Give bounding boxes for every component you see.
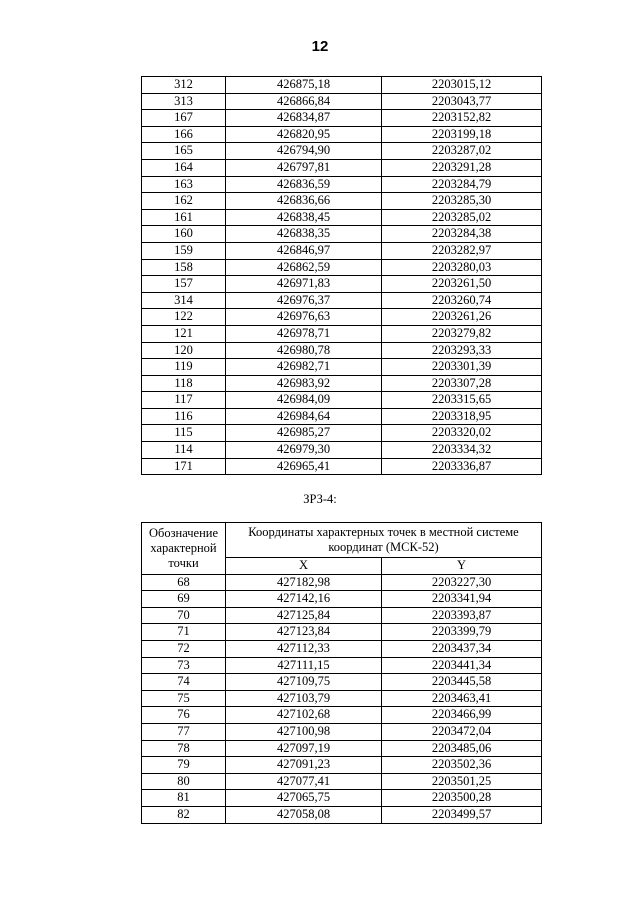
table-row [142, 740, 542, 757]
cell-x: 427123,84 [226, 624, 382, 641]
cell-point: 115 [142, 425, 226, 442]
cell-point: 117 [142, 392, 226, 409]
cell-y: 2203301,39 [382, 359, 542, 376]
cell-point: 70 [142, 607, 226, 624]
cell-y: 2203445,58 [382, 674, 542, 691]
cell-point: 163 [142, 176, 226, 193]
cell-y: 2203502,36 [382, 757, 542, 774]
cell-x: 426846,97 [226, 242, 382, 259]
cell-y: 2203284,79 [382, 176, 542, 193]
table-row [142, 342, 542, 359]
cell-point: 161 [142, 209, 226, 226]
cell-point: 164 [142, 159, 226, 176]
table-row [142, 806, 542, 823]
table-row [142, 640, 542, 657]
table-row [142, 143, 542, 160]
cell-y: 2203152,82 [382, 110, 542, 127]
coordinates-table-1-body [142, 77, 542, 475]
cell-y: 2203293,33 [382, 342, 542, 359]
cell-point: 314 [142, 292, 226, 309]
cell-x: 426971,83 [226, 276, 382, 293]
cell-x: 426836,66 [226, 193, 382, 210]
table-row [142, 276, 542, 293]
table-row [142, 790, 542, 807]
cell-point: 75 [142, 690, 226, 707]
cell-x: 427102,68 [226, 707, 382, 724]
cell-x: 427058,08 [226, 806, 382, 823]
cell-x: 426979,30 [226, 442, 382, 459]
coordinates-table-1 [141, 76, 542, 475]
cell-x: 427125,84 [226, 607, 382, 624]
cell-point: 76 [142, 707, 226, 724]
coordinates-table-2 [141, 522, 542, 824]
cell-point: 165 [142, 143, 226, 160]
cell-y: 2203285,30 [382, 193, 542, 210]
cell-y: 2203318,95 [382, 408, 542, 425]
cell-x: 427091,23 [226, 757, 382, 774]
cell-y: 2203463,41 [382, 690, 542, 707]
cell-point: 69 [142, 591, 226, 608]
cell-y: 2203472,04 [382, 723, 542, 740]
cell-y: 2203287,02 [382, 143, 542, 160]
cell-y: 2203393,87 [382, 607, 542, 624]
cell-point: 120 [142, 342, 226, 359]
table-header-row [142, 523, 542, 558]
table-row [142, 757, 542, 774]
cell-x: 426838,45 [226, 209, 382, 226]
cell-x: 426836,59 [226, 176, 382, 193]
cell-point: 121 [142, 325, 226, 342]
cell-y: 2203227,30 [382, 574, 542, 591]
table-row [142, 176, 542, 193]
header-y: Y [382, 558, 542, 575]
table-row [142, 93, 542, 110]
cell-x: 426797,81 [226, 159, 382, 176]
cell-y: 2203341,94 [382, 591, 542, 608]
cell-y: 2203284,38 [382, 226, 542, 243]
cell-x: 426984,09 [226, 392, 382, 409]
cell-x: 426965,41 [226, 458, 382, 475]
cell-x: 426976,63 [226, 309, 382, 326]
cell-y: 2203307,28 [382, 375, 542, 392]
cell-y: 2203261,50 [382, 276, 542, 293]
cell-point: 68 [142, 574, 226, 591]
table-row [142, 657, 542, 674]
header-coordinates: Координаты характерных точек в местной системе координат (МСК-52) [226, 523, 542, 558]
cell-x: 426982,71 [226, 359, 382, 376]
cell-point: 73 [142, 657, 226, 674]
cell-point: 74 [142, 674, 226, 691]
cell-y: 2203499,57 [382, 806, 542, 823]
cell-y: 2203015,12 [382, 77, 542, 94]
coordinates-table-2-body [142, 574, 542, 823]
cell-x: 427182,98 [226, 574, 382, 591]
cell-x: 426976,37 [226, 292, 382, 309]
table-row [142, 442, 542, 459]
cell-point: 159 [142, 242, 226, 259]
cell-point: 312 [142, 77, 226, 94]
cell-point: 171 [142, 458, 226, 475]
cell-y: 2203501,25 [382, 773, 542, 790]
cell-x: 426983,92 [226, 375, 382, 392]
cell-point: 80 [142, 773, 226, 790]
table-row [142, 209, 542, 226]
cell-x: 426978,71 [226, 325, 382, 342]
header-point-designation: Обозначение характерной точки [142, 523, 226, 575]
table-row [142, 707, 542, 724]
table-row [142, 773, 542, 790]
table-row [142, 392, 542, 409]
table-row [142, 359, 542, 376]
cell-y: 2203199,18 [382, 126, 542, 143]
cell-x: 427109,75 [226, 674, 382, 691]
table-row [142, 126, 542, 143]
table-row [142, 325, 542, 342]
cell-y: 2203315,65 [382, 392, 542, 409]
cell-point: 116 [142, 408, 226, 425]
cell-y: 2203261,26 [382, 309, 542, 326]
cell-y: 2203336,87 [382, 458, 542, 475]
table-row [142, 674, 542, 691]
table-row [142, 574, 542, 591]
cell-x: 427112,33 [226, 640, 382, 657]
table-row [142, 292, 542, 309]
table-row [142, 607, 542, 624]
cell-point: 71 [142, 624, 226, 641]
cell-y: 2203399,79 [382, 624, 542, 641]
cell-point: 313 [142, 93, 226, 110]
table-row [142, 110, 542, 127]
table-row [142, 591, 542, 608]
table-row [142, 309, 542, 326]
table-row [142, 159, 542, 176]
cell-point: 82 [142, 806, 226, 823]
cell-point: 122 [142, 309, 226, 326]
table-row [142, 259, 542, 276]
table-row [142, 193, 542, 210]
cell-y: 2203437,34 [382, 640, 542, 657]
cell-point: 160 [142, 226, 226, 243]
cell-x: 427111,15 [226, 657, 382, 674]
table-row [142, 375, 542, 392]
cell-x: 427142,16 [226, 591, 382, 608]
cell-y: 2203043,77 [382, 93, 542, 110]
cell-x: 426838,35 [226, 226, 382, 243]
table-row [142, 77, 542, 94]
cell-x: 427100,98 [226, 723, 382, 740]
table-row [142, 723, 542, 740]
table-row [142, 690, 542, 707]
cell-x: 427065,75 [226, 790, 382, 807]
cell-x: 426984,64 [226, 408, 382, 425]
header-x: X [226, 558, 382, 575]
cell-point: 72 [142, 640, 226, 657]
cell-x: 426980,78 [226, 342, 382, 359]
table-row [142, 458, 542, 475]
cell-point: 79 [142, 757, 226, 774]
cell-x: 427077,41 [226, 773, 382, 790]
cell-y: 2203291,28 [382, 159, 542, 176]
cell-y: 2203280,03 [382, 259, 542, 276]
table-row [142, 242, 542, 259]
cell-y: 2203441,34 [382, 657, 542, 674]
section-caption: ЗРЗ-4: [303, 492, 337, 506]
cell-y: 2203260,74 [382, 292, 542, 309]
table-row [142, 408, 542, 425]
cell-point: 162 [142, 193, 226, 210]
cell-y: 2203279,82 [382, 325, 542, 342]
cell-x: 427097,19 [226, 740, 382, 757]
cell-point: 119 [142, 359, 226, 376]
cell-point: 81 [142, 790, 226, 807]
cell-y: 2203500,28 [382, 790, 542, 807]
cell-y: 2203466,99 [382, 707, 542, 724]
cell-x: 426820,95 [226, 126, 382, 143]
table-row [142, 624, 542, 641]
cell-y: 2203320,02 [382, 425, 542, 442]
cell-x: 426866,84 [226, 93, 382, 110]
cell-x: 426875,18 [226, 77, 382, 94]
cell-point: 77 [142, 723, 226, 740]
table-row [142, 425, 542, 442]
cell-point: 114 [142, 442, 226, 459]
cell-x: 427103,79 [226, 690, 382, 707]
cell-y: 2203485,06 [382, 740, 542, 757]
cell-y: 2203282,97 [382, 242, 542, 259]
cell-point: 78 [142, 740, 226, 757]
page-number: 12 [311, 38, 329, 55]
cell-point: 166 [142, 126, 226, 143]
cell-y: 2203285,02 [382, 209, 542, 226]
cell-x: 426985,27 [226, 425, 382, 442]
cell-x: 426794,90 [226, 143, 382, 160]
table-row [142, 226, 542, 243]
cell-point: 118 [142, 375, 226, 392]
cell-point: 157 [142, 276, 226, 293]
cell-point: 158 [142, 259, 226, 276]
cell-x: 426834,87 [226, 110, 382, 127]
cell-point: 167 [142, 110, 226, 127]
cell-y: 2203334,32 [382, 442, 542, 459]
cell-x: 426862,59 [226, 259, 382, 276]
